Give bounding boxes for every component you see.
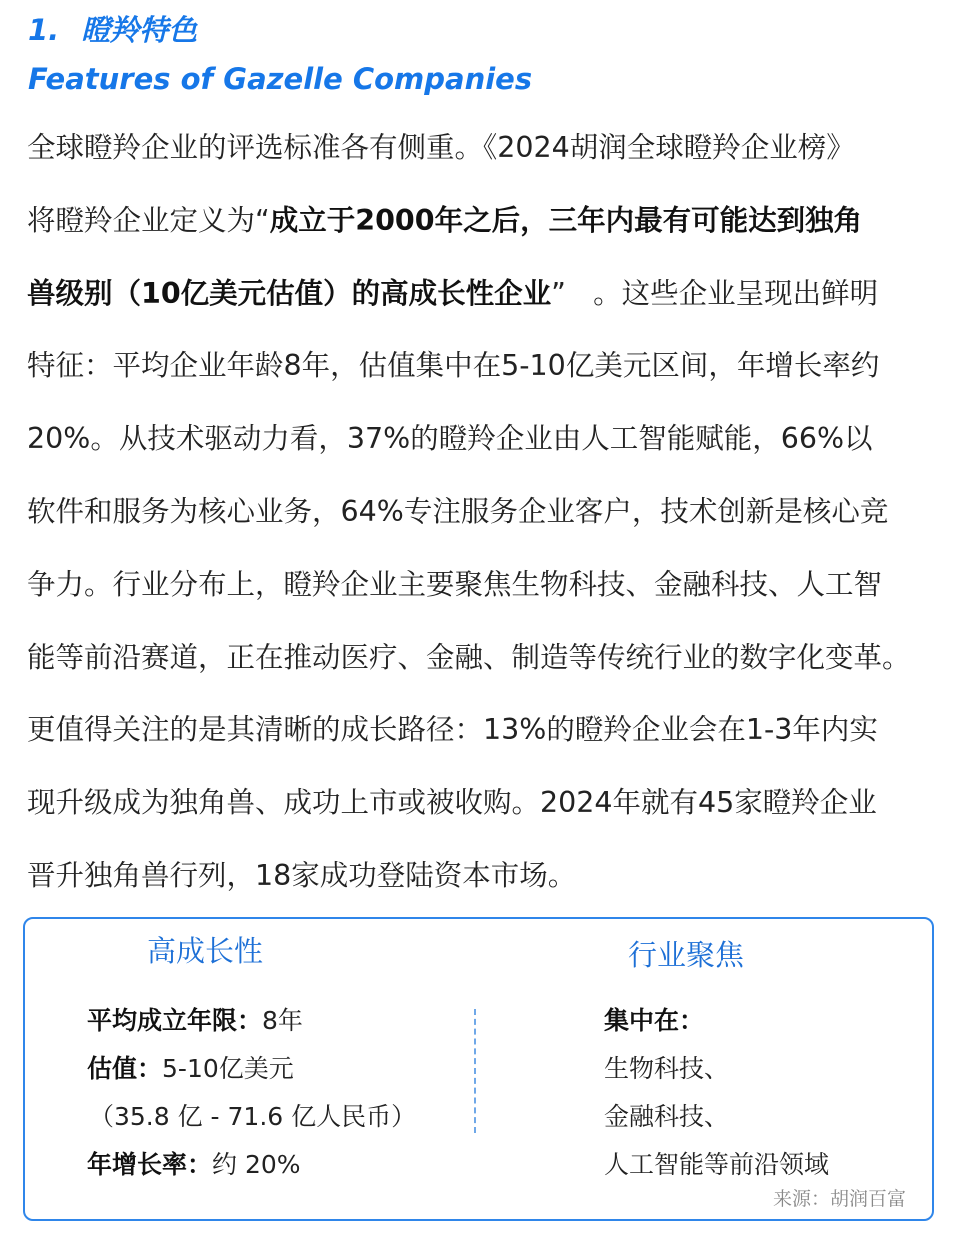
focus-label-text: 集中在： xyxy=(604,1006,705,1035)
section-heading xyxy=(28,8,197,49)
paragraph-text: ” 。这些企业呈现出鲜明 xyxy=(551,276,879,310)
paragraph-line: 争力。行业分布上，瞪羚企业主要聚焦生物科技、金融科技、人工智 xyxy=(27,567,883,601)
focus-item: 生物科技、 xyxy=(604,1054,730,1083)
avg-age-stat xyxy=(87,1001,303,1037)
avg-age-label: 平均成立年限： xyxy=(87,1006,263,1035)
card-divider xyxy=(474,1009,476,1133)
valuation-label: 估值： xyxy=(87,1054,163,1083)
valuation-stat xyxy=(87,1049,294,1085)
avg-age-value: 8年 xyxy=(262,1006,303,1035)
paragraph-line: 现升级成为独角兽、成功上市或被收购。2024年就有45家瞪羚企业 xyxy=(27,786,877,820)
paragraph-line xyxy=(27,258,952,331)
valuation-rmb: （35.8 亿 - 71.6 亿人民币） xyxy=(89,1102,417,1131)
growth-rate-stat xyxy=(87,1145,301,1181)
paragraph-line: 20%。从技术驱动力看，37%的瞪羚企业由人工智能赋能，66%以 xyxy=(27,422,873,456)
paragraph-emphasis: 成立于2000年之后，三年内最有可能达到独角 xyxy=(269,203,863,237)
paragraph-line: 更值得关注的是其清晰的成长路径：13%的瞪羚企业会在1-3年内实 xyxy=(27,713,878,747)
focus-item: 人工智能等前沿领域 xyxy=(604,1150,830,1179)
growth-card-title: 高成长性 xyxy=(147,934,264,968)
paragraph-line: 晋升独角兽行列，18家成功登陆资本市场。 xyxy=(27,858,577,892)
body-paragraph xyxy=(27,112,952,913)
paragraph-line: 能等前沿赛道，正在推动医疗、金融、制造等传统行业的数字化变革。 xyxy=(27,640,911,674)
paragraph-line xyxy=(27,185,952,258)
growth-rate-value: 约 20% xyxy=(212,1150,301,1179)
section-title-en: Features of Gazelle Companies xyxy=(28,62,533,96)
paragraph-line: 特征：平均企业年龄8年，估值集中在5-10亿美元区间，年增长率约 xyxy=(27,349,880,383)
paragraph-line: 全球瞪羚企业的评选标准各有侧重。《2024胡润全球瞪羚企业榜》 xyxy=(27,131,855,164)
source-note: 来源：胡润百富 xyxy=(772,1188,906,1210)
industry-card-title: 行业聚焦 xyxy=(628,938,745,972)
focus-label xyxy=(604,1001,704,1037)
section-title-cn: 瞪羚特色 xyxy=(81,13,198,47)
summary-card xyxy=(23,917,934,1221)
growth-rate-label: 年增长率： xyxy=(87,1150,213,1179)
section-number: 1. xyxy=(28,13,60,47)
paragraph-text: 将瞪羚企业定义为“ xyxy=(27,203,270,237)
paragraph-line: 软件和服务为核心业务，64%专注服务企业客户，技术创新是核心竞 xyxy=(27,494,889,528)
paragraph-emphasis: 兽级别（10亿美元估值）的高成长性企业 xyxy=(27,276,552,310)
valuation-value: 5-10亿美元 xyxy=(162,1054,294,1083)
focus-item: 金融科技、 xyxy=(604,1102,730,1131)
